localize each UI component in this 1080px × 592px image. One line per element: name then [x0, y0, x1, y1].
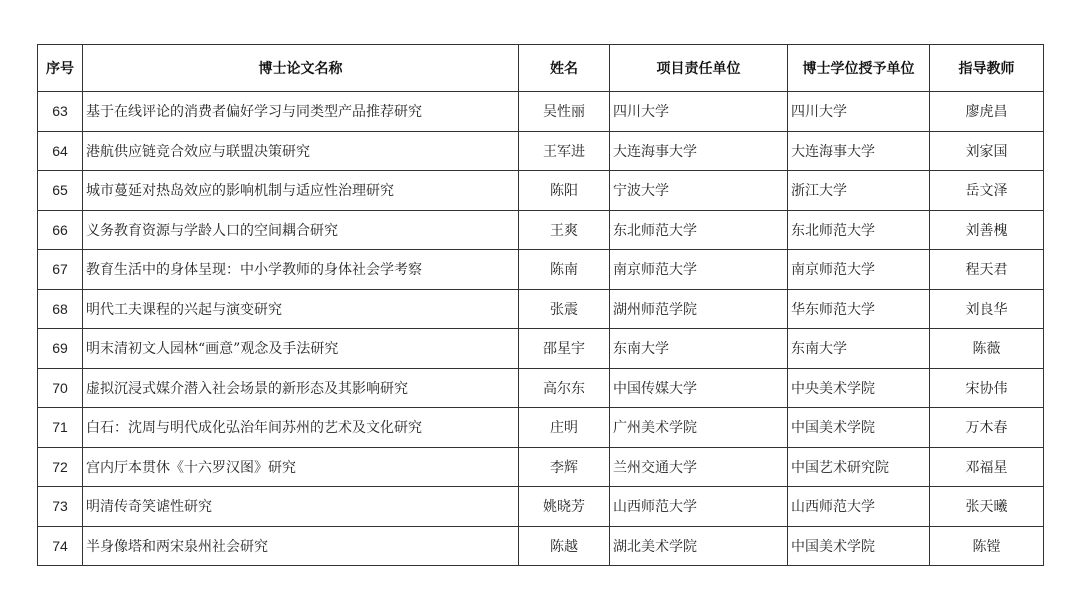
- cell-project-unit: 广州美术学院: [610, 408, 788, 448]
- cell-serial: 67: [38, 250, 83, 290]
- cell-serial: 63: [38, 92, 83, 132]
- cell-advisor: 张天曦: [930, 487, 1044, 527]
- table-row: [38, 289, 1044, 329]
- cell-advisor: 廖虎昌: [930, 92, 1044, 132]
- cell-title: 半身像塔和两宋泉州社会研究: [83, 526, 519, 566]
- cell-serial: 64: [38, 131, 83, 171]
- table-row: [38, 210, 1044, 250]
- cell-name: 吴性丽: [519, 92, 610, 132]
- cell-degree-unit: 中国艺术研究院: [788, 447, 930, 487]
- cell-degree-unit: 中国美术学院: [788, 526, 930, 566]
- cell-degree-unit: 东北师范大学: [788, 210, 930, 250]
- cell-advisor: 刘善槐: [930, 210, 1044, 250]
- cell-title: 明代工夫课程的兴起与演变研究: [83, 289, 519, 329]
- cell-advisor: 万木春: [930, 408, 1044, 448]
- cell-name: 李辉: [519, 447, 610, 487]
- cell-advisor: 宋协伟: [930, 368, 1044, 408]
- table-row: [38, 447, 1044, 487]
- table-row: [38, 131, 1044, 171]
- cell-project-unit: 湖北美术学院: [610, 526, 788, 566]
- cell-serial: 72: [38, 447, 83, 487]
- cell-title: 明末清初文人园林“画意”观念及手法研究: [83, 329, 519, 369]
- cell-name: 陈南: [519, 250, 610, 290]
- header-title: 博士论文名称: [83, 45, 519, 92]
- cell-advisor: 刘良华: [930, 289, 1044, 329]
- cell-project-unit: 湖州师范学院: [610, 289, 788, 329]
- header-advisor: 指导教师: [930, 45, 1044, 92]
- cell-degree-unit: 中央美术学院: [788, 368, 930, 408]
- cell-project-unit: 大连海事大学: [610, 131, 788, 171]
- cell-project-unit: 宁波大学: [610, 171, 788, 211]
- dissertation-table: [37, 44, 1044, 566]
- cell-degree-unit: 浙江大学: [788, 171, 930, 211]
- cell-project-unit: 中国传媒大学: [610, 368, 788, 408]
- cell-name: 庄明: [519, 408, 610, 448]
- cell-name: 张震: [519, 289, 610, 329]
- cell-serial: 71: [38, 408, 83, 448]
- cell-advisor: 程天君: [930, 250, 1044, 290]
- cell-serial: 68: [38, 289, 83, 329]
- table-row: [38, 408, 1044, 448]
- cell-advisor: 陈镗: [930, 526, 1044, 566]
- cell-advisor: 刘家国: [930, 131, 1044, 171]
- cell-project-unit: 四川大学: [610, 92, 788, 132]
- cell-advisor: 岳文泽: [930, 171, 1044, 211]
- header-row: [38, 45, 1044, 92]
- cell-title: 白石：沈周与明代成化弘治年间苏州的艺术及文化研究: [83, 408, 519, 448]
- table-row: [38, 171, 1044, 211]
- cell-serial: 69: [38, 329, 83, 369]
- cell-name: 王军进: [519, 131, 610, 171]
- cell-title: 义务教育资源与学龄人口的空间耦合研究: [83, 210, 519, 250]
- cell-degree-unit: 南京师范大学: [788, 250, 930, 290]
- cell-degree-unit: 山西师范大学: [788, 487, 930, 527]
- cell-serial: 70: [38, 368, 83, 408]
- cell-advisor: 邓福星: [930, 447, 1044, 487]
- cell-project-unit: 山西师范大学: [610, 487, 788, 527]
- table-row: [38, 329, 1044, 369]
- cell-serial: 73: [38, 487, 83, 527]
- table-row: [38, 250, 1044, 290]
- cell-name: 高尔东: [519, 368, 610, 408]
- cell-name: 陈阳: [519, 171, 610, 211]
- cell-title: 基于在线评论的消费者偏好学习与同类型产品推荐研究: [83, 92, 519, 132]
- cell-advisor: 陈薇: [930, 329, 1044, 369]
- table-row: [38, 368, 1044, 408]
- header-name: 姓名: [519, 45, 610, 92]
- cell-title: 宫内厅本贯休《十六罗汉图》研究: [83, 447, 519, 487]
- cell-serial: 66: [38, 210, 83, 250]
- cell-project-unit: 南京师范大学: [610, 250, 788, 290]
- cell-degree-unit: 中国美术学院: [788, 408, 930, 448]
- cell-title: 港航供应链竞合效应与联盟决策研究: [83, 131, 519, 171]
- cell-project-unit: 东南大学: [610, 329, 788, 369]
- cell-project-unit: 东北师范大学: [610, 210, 788, 250]
- cell-degree-unit: 四川大学: [788, 92, 930, 132]
- cell-degree-unit: 华东师范大学: [788, 289, 930, 329]
- cell-name: 王爽: [519, 210, 610, 250]
- cell-degree-unit: 东南大学: [788, 329, 930, 369]
- cell-name: 邵星宇: [519, 329, 610, 369]
- cell-title: 教育生活中的身体呈现：中小学教师的身体社会学考察: [83, 250, 519, 290]
- table-row: [38, 92, 1044, 132]
- cell-name: 陈越: [519, 526, 610, 566]
- cell-serial: 74: [38, 526, 83, 566]
- header-serial: 序号: [38, 45, 83, 92]
- cell-project-unit: 兰州交通大学: [610, 447, 788, 487]
- header-degree-unit: 博士学位授予单位: [788, 45, 930, 92]
- cell-serial: 65: [38, 171, 83, 211]
- cell-title: 城市蔓延对热岛效应的影响机制与适应性治理研究: [83, 171, 519, 211]
- cell-title: 明清传奇笑谑性研究: [83, 487, 519, 527]
- table-row: [38, 526, 1044, 566]
- table-row: [38, 487, 1044, 527]
- cell-name: 姚晓芳: [519, 487, 610, 527]
- header-project-unit: 项目责任单位: [610, 45, 788, 92]
- cell-degree-unit: 大连海事大学: [788, 131, 930, 171]
- cell-title: 虚拟沉浸式媒介潜入社会场景的新形态及其影响研究: [83, 368, 519, 408]
